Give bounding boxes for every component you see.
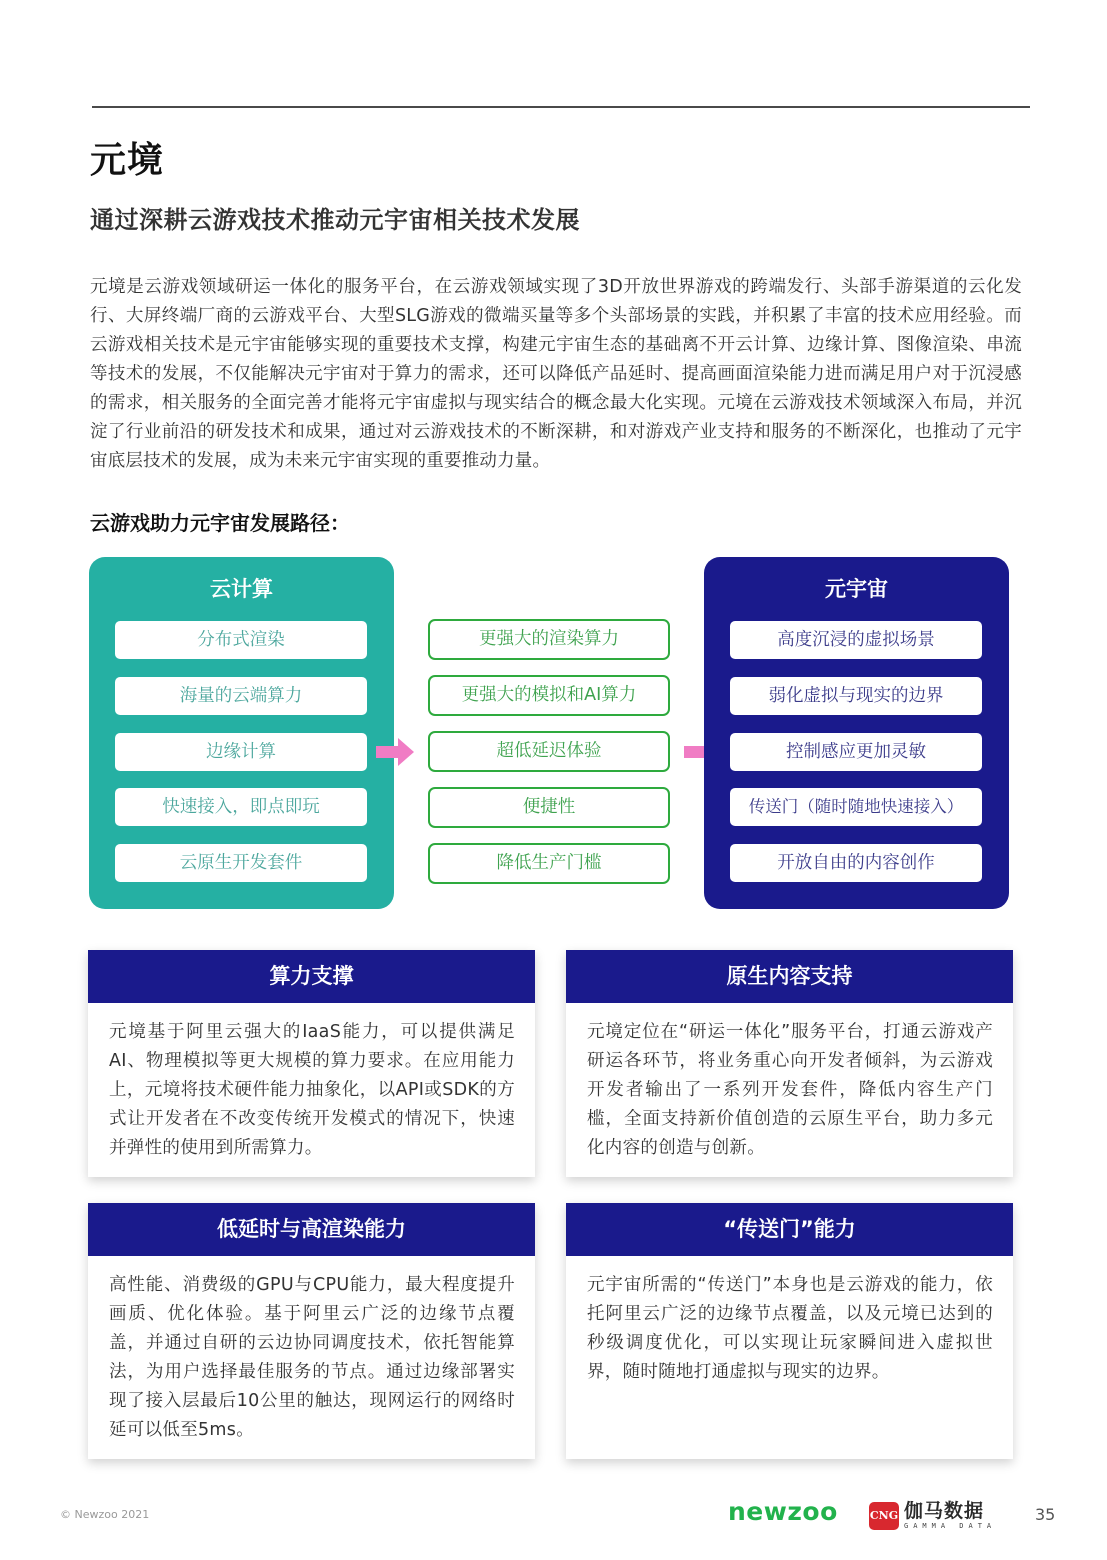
gamma-logo-cn: 伽马数据 [904,1500,985,1522]
card-title: 低延时与高渲染能力 [88,1203,535,1256]
benefit-item: 降低生产门槛 [428,843,670,884]
diagram-heading: 云游戏助力元宇宙发展路径： [90,511,350,535]
metaverse-panel-title: 元宇宙 [825,577,888,601]
cloud-item: 快速接入，即点即玩 [115,788,367,826]
metaverse-item: 高度沉浸的虚拟场景 [730,621,982,659]
gamma-data-logo [869,1500,996,1532]
cloud-item: 云原生开发套件 [115,844,367,882]
intro-paragraph: 元境是云游戏领域研运一体化的服务平台，在云游戏领域实现了3D开放世界游戏的跨端发行、头部手游渠道的云化发行、大屏终端厂商的云游戏平台、大型SLG游戏的微端买量等多个头部场景的实践，并积累了丰富的技术应用经验。而云游戏相关技术是元宇宙能够实现的重要技术支撑，构建元宇宙生态的基础离不开云计算、边缘计算、图像渲染、串流等技术的发展，不仅能解决元宇宙对于算力的需求，还可以降低产品延时、提高画面渲染能力进而满足用户对于沉浸感的需求，相关服务的全面完善才能将元宇宙虚拟与现实结合的概念最大化实现。元境在云游戏技术领域深入布局，并沉淀了行业前沿的研发技术和成果，通过对云游戏技术的不断深耕，和对游戏产业支持和服务的不断深化，也推动了元宇宙底层技术的发展，成为未来元宇宙实现的重要推动力量。 [90,277,1022,471]
feature-card-compute [88,950,535,1177]
gamma-logo-en: GAMMA DATA [904,1522,997,1530]
cloud-item: 边缘计算 [115,733,367,771]
metaverse-item: 弱化虚拟与现实的边界 [730,677,982,715]
gamma-badge-icon: CNG [869,1502,899,1530]
metaverse-item: 控制感应更加灵敏 [730,733,982,771]
benefit-item: 更强大的模拟和AI算力 [428,675,670,716]
card-title: “传送门”能力 [566,1203,1013,1256]
metaverse-item: 传送门（随时随地快速接入） [730,788,982,826]
arrow-right-icon [376,738,414,766]
card-title: 原生内容支持 [566,950,1013,1003]
page-number: 35 [1035,1505,1056,1524]
card-body: 元宇宙所需的“传送门”本身也是云游戏的能力，依托阿里云广泛的边缘节点覆盖，以及元境已达到的秒级调度优化，可以实现让玩家瞬间进入虚拟世界，随时随地打通虚拟与现实的边界。 [587,1275,993,1382]
newzoo-logo: newzoo [728,1497,838,1526]
cloud-panel-title: 云计算 [210,577,273,601]
metaverse-panel [704,557,1009,909]
cloud-computing-panel [89,557,394,909]
benefit-item: 便捷性 [428,787,670,828]
card-title: 算力支撑 [88,950,535,1003]
page-subtitle: 通过深耕云游戏技术推动元宇宙相关技术发展 [90,206,580,234]
card-body: 高性能、消费级的GPU与CPU能力，最大程度提升画质、优化体验。基于阿里云广泛的边缘节点覆盖，并通过自研的云边协同调度技术，依托智能算法，为用户选择最佳服务的节点。通过边缘部署实现了接入层最后10公里的触达，现网运行的网络时延可以低至5ms。 [109,1275,515,1440]
feature-card-portal [566,1203,1013,1459]
card-body: 元境基于阿里云强大的IaaS能力，可以提供满足AI、物理模拟等更大规模的算力要求。在应用能力上，元境将技术硬件能力抽象化，以API或SDK的方式让开发者在不改变传统开发模式的情况下，快速并弹性的使用到所需算力。 [109,1022,515,1158]
benefit-item: 更强大的渲染算力 [428,619,670,660]
cloud-item: 海量的云端算力 [115,677,367,715]
copyright: © Newzoo 2021 [60,1508,150,1521]
top-divider [92,106,1030,108]
metaverse-item: 开放自由的内容创作 [730,844,982,882]
card-body: 元境定位在“研运一体化”服务平台，打通云游戏产研运各环节，将业务重心向开发者倾斜，为云游戏开发者输出了一系列开发套件，降低内容生产门槛，全面支持新价值创造的云原生平台，助力多元化内容的创造与创新。 [587,1022,993,1158]
cloud-item: 分布式渲染 [115,621,367,659]
feature-card-latency-rendering [88,1203,535,1459]
feature-card-native-content [566,950,1013,1177]
benefit-item: 超低延迟体验 [428,731,670,772]
page-title: 元境 [90,140,165,181]
